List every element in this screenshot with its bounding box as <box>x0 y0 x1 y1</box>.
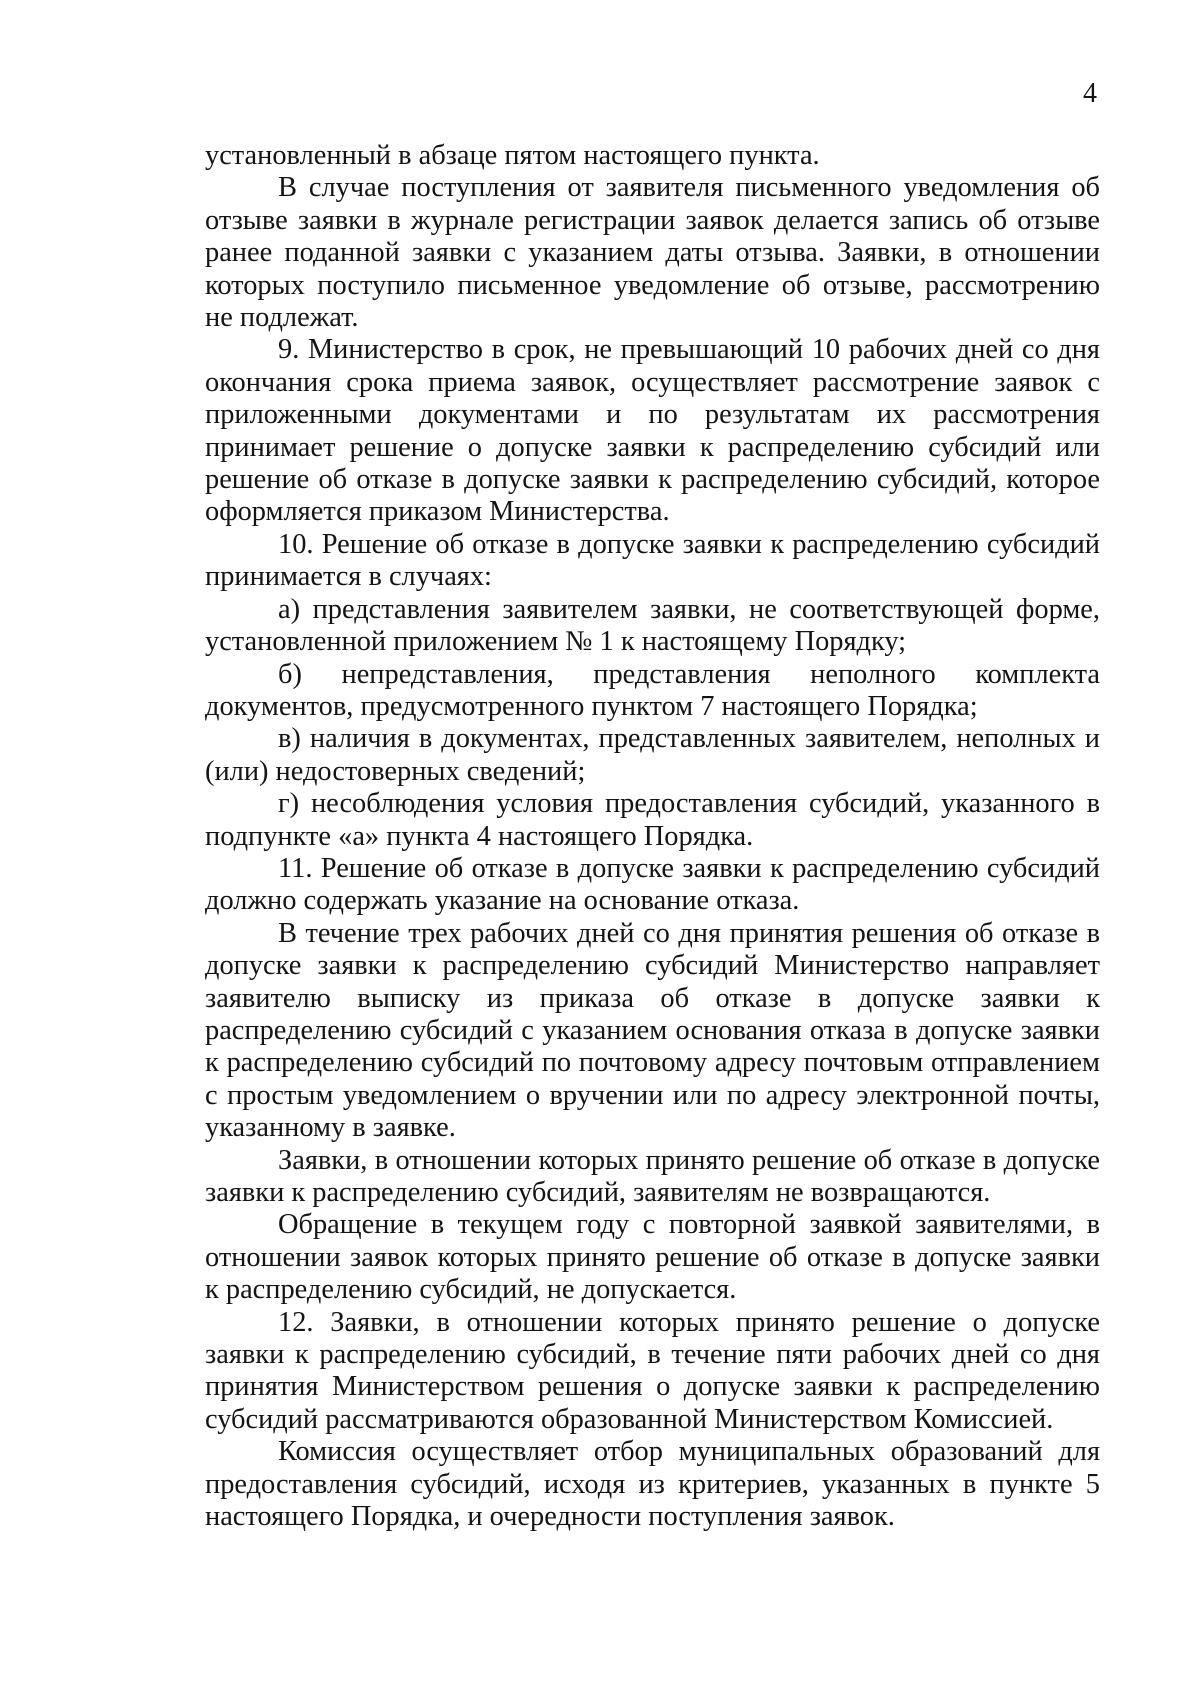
paragraph-item-10-a: а) представления заявителем заявки, не соответствующей форме, установленной приложением № 1 к настоящему Порядку; <box>205 593 1100 658</box>
page-number: 4 <box>1083 78 1097 109</box>
paragraph-withdrawal-notice: В случае поступления от заявителя письменного уведомления об отзыве заявки в журнале регистрации заявок делается запись об отзыве ранее поданной заявки с указанием даты отзыва. Заявки, в отношении которых поступило письменное уведомление об отзыве, рассмотрению не подлежат. <box>205 172 1100 334</box>
paragraph-not-returned: Заявки, в отношении которых принято решение об отказе в допуске заявки к распределению субсидий, заявителям не возвращаются. <box>205 1144 1100 1208</box>
paragraph-refusal-notification: В течение трех рабочих дней со дня принятия решения об отказе в допуске заявки к распределению субсидий Министерство направляет заявителю выписку из приказа об отказе в допуске заявки к распределению субсидий с указанием основания отказа в допуске заявки к распределению субсидий по почтовому адресу почтовым отправлением с простым уведомлением о вручении или по адресу электронной почты, указанному в заявке. <box>205 917 1100 1144</box>
paragraph-commission-selection: Комиссия осуществляет отбор муниципальных образований для предоставления субсидий, исходя из критериев, указанных в пункте 5 настоящего Порядка, и очередности поступления заявок. <box>205 1436 1100 1533</box>
paragraph-continuation: установленный в абзаце пятом настоящего пункта. <box>205 140 820 171</box>
paragraph-item-10-b: б) непредставления, представления неполного комплекта документов, предусмотренного пунктом 7 настоящего Порядка; <box>205 658 1100 722</box>
paragraph-item-10-g: г) несоблюдения условия предоставления субсидий, указанного в подпункте «а» пункта 4 настоящего Порядка. <box>205 788 1100 852</box>
paragraph-item-10-v: в) наличия в документах, представленных заявителем, неполных и (или) недостоверных сведений; <box>205 723 1100 787</box>
paragraph-item-10: 10. Решение об отказе в допуске заявки к распределению субсидий принимается в случаях: <box>205 528 1100 593</box>
paragraph-item-12: 12. Заявки, в отношении которых принято решение о допуске заявки к распределению субсидий, в течение пяти рабочих дней со дня принятия Министерством решения о допуске заявки к распределению субсидий рассматриваются образованной Министерством Комиссией. <box>205 1306 1100 1435</box>
paragraph-item-11: 11. Решение об отказе в допуске заявки к распределению субсидий должно содержать указание на основание отказа. <box>205 852 1100 917</box>
paragraph-item-9: 9. Министерство в срок, не превышающий 10 рабочих дней со дня окончания срока приема заявок, осуществляет рассмотрение заявок с приложенными документами и по результатам их рассмотрения принимает решение о допуске заявки к распределению субсидий или решение об отказе в допуске заявки к распределению субсидий, которое оформляется приказом Министерства. <box>205 334 1100 528</box>
document-body <box>205 140 1100 1533</box>
paragraph-repeat-application: Обращение в текущем году с повторной заявкой заявителями, в отношении заявок которых принято решение об отказе в допуске заявки к распределению субсидий, не допускается. <box>205 1209 1100 1306</box>
